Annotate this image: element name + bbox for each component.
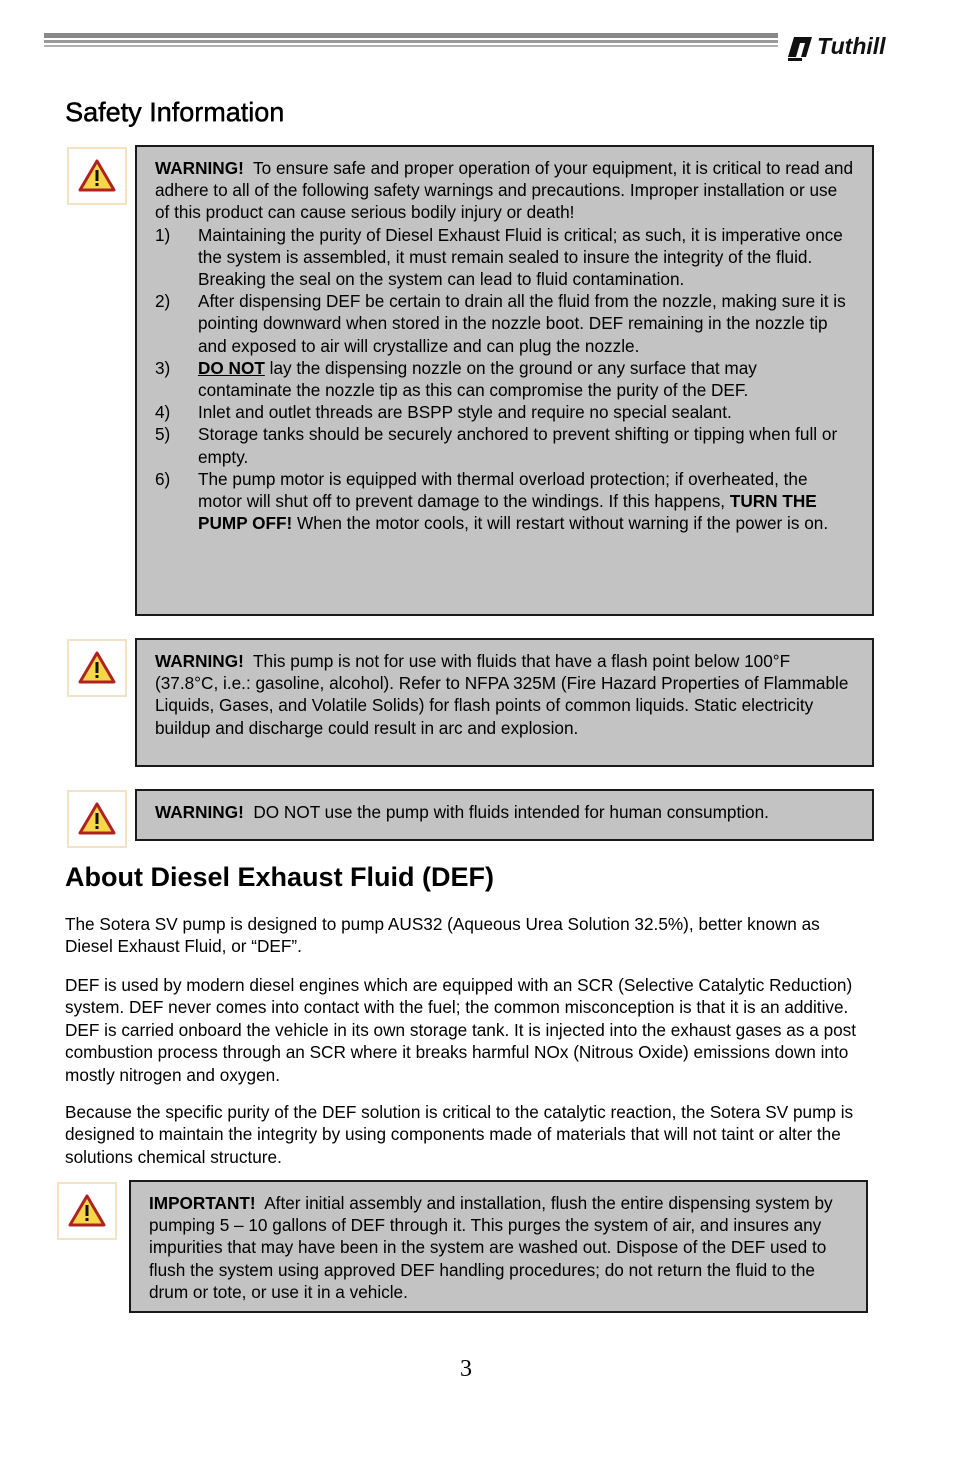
header-rule	[44, 40, 778, 43]
list-item: 2) After dispensing DEF be certain to drain all the fluid from the nozzle, making sure it is pointing downward when stored in the nozzle boot. DEF remaining in the nozzle tip and exposed to air will crystallize and can plug the nozzle.	[155, 291, 846, 356]
warning-icon	[67, 147, 127, 205]
warning-text: DO NOT use the pump with fluids intended for human consumption.	[253, 802, 769, 822]
warning-box-flash-point	[135, 638, 874, 767]
list-item: 6) The pump motor is equipped with thermal overload protection; if overheated, the motor will shut off to prevent damage to the windings. If this happens, TURN THE PUMP OFF! When the motor cools, it will restart without warning if the power is on.	[155, 468, 829, 534]
def-paragraph: The Sotera SV pump is designed to pump AUS32 (Aqueous Urea Solution 32.5%), better known as Diesel Exhaust Fluid, or “DEF”.	[65, 914, 820, 957]
precautions-list	[155, 224, 854, 535]
tuthill-logo-mark	[786, 29, 898, 63]
header-rule	[44, 45, 778, 47]
warning-text: This pump is not for use with fluids that have a flash point below 100°F (37.8°C, i.e.: gasoline, alcohol). Refer to NFPA 325M (Fire Hazard Properties of Flammable Liquids, Gases, and Volatile Solids) for flash points of common liquids. Static electricity buildup and discharge could result in arc and explosion.	[155, 651, 849, 738]
warning-box-general	[135, 145, 874, 616]
warning-label: WARNING!	[155, 158, 244, 178]
important-text: After initial assembly and installation, flush the entire dispensing system by pumping 5 – 10 gallons of DEF through it. This purges the system of air, and insures any impurities that may have been in the system are washed out. Dispose of the DEF used to flush the system using approved DEF handling procedures; do not return the fluid to the drum or tote, or use it in a vehicle.	[149, 1193, 833, 1302]
warning-icon	[67, 639, 127, 697]
list-item: 1) Maintaining the purity of Diesel Exhaust Fluid is critical; as such, it is imperative once the system is assembled, it must remain sealed to insure the integrity of the fluid. Breaking the seal on the system can lead to fluid contamination.	[155, 224, 843, 290]
tuthill-logo-text: Tuthill	[817, 33, 886, 59]
warning-intro-text: To ensure safe and proper operation of your equipment, it is critical to read and adhere to all of the following safety warnings and precautions. Improper installation or use of this product can cause serious bodily injury or death!	[155, 158, 854, 223]
list-item: 3) DO NOT lay the dispensing nozzle on the ground or any surface that may contaminate the nozzle tip as this can compromise the purity of the DEF.	[155, 357, 757, 401]
turn-pump-off-emphasis: TURN THE PUMP OFF!	[198, 491, 817, 534]
warning-icon	[67, 790, 127, 848]
list-item: 5) Storage tanks should be securely anchored to prevent shifting or tipping when full or empty.	[155, 424, 838, 467]
def-paragraph: Because the specific purity of the DEF solution is critical to the catalytic reaction, the Sotera SV pump is designed to maintain the integrity by using components made of materials that will not taint or alter the solutions chemical structure.	[65, 1102, 854, 1167]
header-rule	[44, 33, 778, 38]
warning-box-consumption	[135, 789, 874, 841]
list-item: 4) Inlet and outlet threads are BSPP style and require no special sealant.	[155, 402, 732, 423]
important-label: IMPORTANT!	[149, 1193, 256, 1213]
tuthill-logo	[786, 29, 898, 63]
important-box	[129, 1180, 868, 1313]
warning-intro	[155, 157, 854, 224]
do-not-emphasis: DO NOT	[198, 357, 265, 378]
def-paragraph: DEF is used by modern diesel engines which are equipped with an SCR (Selective Catalytic Reduction) system. DEF never comes into contact with the fuel; the common misconception is that it is an additive. DEF is carried onboard the vehicle in its own storage tank. It is injected into the exhaust gases as a post combustion process through an SCR where it breaks harmful NOx (Nitrous Oxide) emissions down into mostly nitrogen and oxygen.	[65, 975, 857, 1085]
warning-label: WARNING!	[155, 651, 244, 671]
warning-icon	[57, 1182, 117, 1240]
page-title: Safety Information	[65, 97, 285, 127]
page-number: 3	[460, 1356, 472, 1382]
warning-label: WARNING!	[155, 802, 244, 822]
section-heading-def: About Diesel Exhaust Fluid (DEF)	[65, 862, 495, 892]
